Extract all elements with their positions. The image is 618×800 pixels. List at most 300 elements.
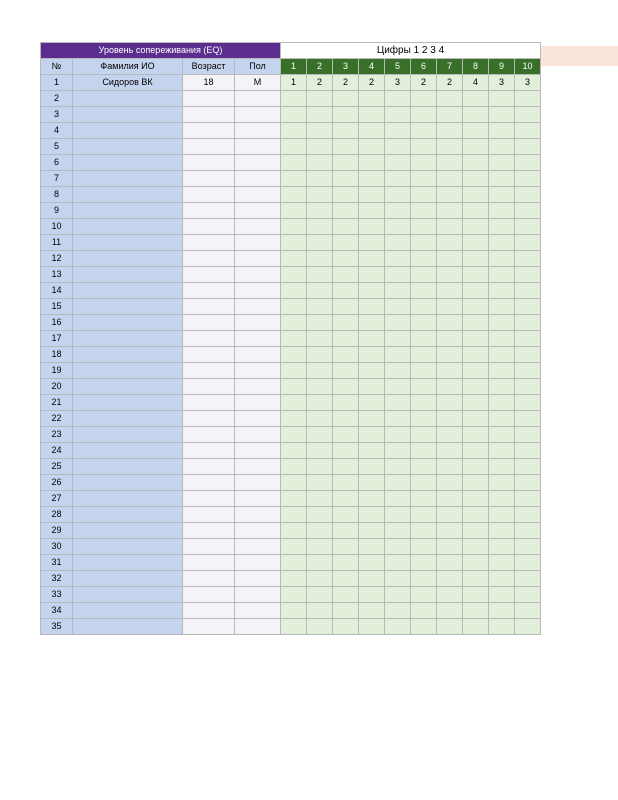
row-digit-cell-3[interactable] [333,475,359,491]
row-digit-cell-1[interactable] [281,427,307,443]
row-digit-cell-1[interactable] [281,171,307,187]
row-name-cell[interactable] [73,395,183,411]
row-digit-cell-3[interactable] [333,587,359,603]
row-digit-cell-6[interactable] [411,523,437,539]
row-digit-cell-5[interactable] [385,139,411,155]
row-digit-cell-2[interactable] [307,363,333,379]
row-digit-cell-3[interactable] [333,251,359,267]
row-digit-cell-10[interactable] [515,539,541,555]
row-age-cell[interactable] [183,363,235,379]
row-digit-cell-5[interactable] [385,347,411,363]
row-digit-cell-3[interactable] [333,91,359,107]
row-age-cell[interactable] [183,603,235,619]
row-digit-cell-9[interactable] [489,155,515,171]
row-sex-cell[interactable] [235,443,281,459]
row-name-cell[interactable]: Сидоров ВК [73,75,183,91]
row-digit-cell-4[interactable] [359,331,385,347]
row-digit-cell-4[interactable] [359,571,385,587]
row-digit-cell-2[interactable] [307,619,333,635]
row-age-cell[interactable] [183,315,235,331]
row-digit-cell-6[interactable] [411,475,437,491]
row-digit-cell-7[interactable] [437,491,463,507]
row-digit-cell-7[interactable] [437,315,463,331]
row-digit-cell-8[interactable]: 4 [463,75,489,91]
row-digit-cell-10[interactable] [515,363,541,379]
row-digit-cell-6[interactable] [411,443,437,459]
row-sex-cell[interactable] [235,507,281,523]
row-digit-cell-8[interactable] [463,395,489,411]
row-digit-cell-3[interactable] [333,139,359,155]
row-digit-cell-5[interactable] [385,571,411,587]
row-name-cell[interactable] [73,155,183,171]
row-digit-cell-5[interactable] [385,187,411,203]
row-digit-cell-6[interactable] [411,539,437,555]
row-digit-cell-8[interactable] [463,427,489,443]
row-digit-cell-1[interactable] [281,219,307,235]
row-digit-cell-2[interactable] [307,555,333,571]
row-digit-cell-6[interactable] [411,571,437,587]
row-digit-cell-10[interactable] [515,459,541,475]
row-digit-cell-1[interactable] [281,507,307,523]
row-digit-cell-8[interactable] [463,619,489,635]
row-digit-cell-4[interactable] [359,347,385,363]
row-digit-cell-2[interactable] [307,603,333,619]
row-digit-cell-6[interactable] [411,299,437,315]
row-digit-cell-3[interactable] [333,427,359,443]
row-age-cell[interactable] [183,571,235,587]
row-digit-cell-9[interactable] [489,315,515,331]
row-digit-cell-9[interactable] [489,555,515,571]
row-digit-cell-3[interactable] [333,267,359,283]
row-digit-cell-9[interactable] [489,235,515,251]
row-digit-cell-1[interactable] [281,283,307,299]
row-digit-cell-3[interactable] [333,219,359,235]
row-digit-cell-6[interactable] [411,203,437,219]
row-digit-cell-7[interactable] [437,347,463,363]
row-digit-cell-6[interactable] [411,395,437,411]
row-age-cell[interactable] [183,267,235,283]
row-sex-cell[interactable] [235,523,281,539]
row-digit-cell-1[interactable] [281,619,307,635]
row-digit-cell-3[interactable] [333,491,359,507]
row-digit-cell-1[interactable] [281,155,307,171]
row-digit-cell-7[interactable] [437,619,463,635]
row-digit-cell-1[interactable] [281,187,307,203]
row-digit-cell-3[interactable] [333,203,359,219]
row-name-cell[interactable] [73,555,183,571]
row-digit-cell-7[interactable] [437,523,463,539]
row-digit-cell-1[interactable] [281,251,307,267]
row-digit-cell-8[interactable] [463,347,489,363]
row-digit-cell-2[interactable] [307,491,333,507]
row-sex-cell[interactable] [235,379,281,395]
row-age-cell[interactable] [183,347,235,363]
row-sex-cell[interactable] [235,331,281,347]
row-digit-cell-2[interactable] [307,379,333,395]
row-digit-cell-3[interactable] [333,155,359,171]
row-digit-cell-7[interactable] [437,571,463,587]
row-digit-cell-6[interactable] [411,379,437,395]
row-sex-cell[interactable] [235,555,281,571]
row-digit-cell-2[interactable] [307,187,333,203]
row-digit-cell-4[interactable] [359,155,385,171]
row-digit-cell-5[interactable] [385,555,411,571]
row-age-cell[interactable] [183,587,235,603]
row-sex-cell[interactable] [235,251,281,267]
row-digit-cell-9[interactable] [489,539,515,555]
row-digit-cell-1[interactable] [281,603,307,619]
row-digit-cell-8[interactable] [463,555,489,571]
row-digit-cell-10[interactable] [515,331,541,347]
row-sex-cell[interactable] [235,187,281,203]
row-digit-cell-3[interactable] [333,107,359,123]
row-age-cell[interactable] [183,235,235,251]
row-digit-cell-10[interactable] [515,347,541,363]
row-digit-cell-3[interactable] [333,571,359,587]
row-sex-cell[interactable] [235,491,281,507]
row-digit-cell-5[interactable] [385,507,411,523]
row-sex-cell[interactable] [235,571,281,587]
row-digit-cell-7[interactable] [437,139,463,155]
row-digit-cell-1[interactable] [281,491,307,507]
row-digit-cell-8[interactable] [463,523,489,539]
row-name-cell[interactable] [73,315,183,331]
row-age-cell[interactable] [183,379,235,395]
row-digit-cell-9[interactable] [489,187,515,203]
row-digit-cell-8[interactable] [463,219,489,235]
row-digit-cell-6[interactable] [411,219,437,235]
row-digit-cell-5[interactable] [385,123,411,139]
row-age-cell[interactable] [183,459,235,475]
row-digit-cell-10[interactable] [515,587,541,603]
row-age-cell[interactable] [183,395,235,411]
row-digit-cell-4[interactable] [359,219,385,235]
row-digit-cell-3[interactable] [333,523,359,539]
row-digit-cell-5[interactable] [385,283,411,299]
row-name-cell[interactable] [73,571,183,587]
row-digit-cell-4[interactable] [359,507,385,523]
row-digit-cell-9[interactable] [489,507,515,523]
row-name-cell[interactable] [73,219,183,235]
row-digit-cell-1[interactable] [281,203,307,219]
row-digit-cell-8[interactable] [463,235,489,251]
row-digit-cell-2[interactable] [307,331,333,347]
row-digit-cell-8[interactable] [463,267,489,283]
row-digit-cell-8[interactable] [463,411,489,427]
row-digit-cell-7[interactable] [437,171,463,187]
row-digit-cell-8[interactable] [463,475,489,491]
row-digit-cell-4[interactable] [359,411,385,427]
row-digit-cell-9[interactable] [489,331,515,347]
row-digit-cell-6[interactable] [411,171,437,187]
row-digit-cell-7[interactable] [437,91,463,107]
row-digit-cell-10[interactable] [515,411,541,427]
row-digit-cell-3[interactable] [333,347,359,363]
row-digit-cell-1[interactable] [281,555,307,571]
row-digit-cell-5[interactable] [385,491,411,507]
row-digit-cell-8[interactable] [463,363,489,379]
row-digit-cell-7[interactable] [437,539,463,555]
row-digit-cell-1[interactable] [281,539,307,555]
row-sex-cell[interactable] [235,459,281,475]
row-digit-cell-1[interactable] [281,523,307,539]
row-digit-cell-2[interactable] [307,283,333,299]
row-name-cell[interactable] [73,539,183,555]
row-digit-cell-8[interactable] [463,187,489,203]
row-digit-cell-9[interactable] [489,283,515,299]
row-digit-cell-4[interactable] [359,491,385,507]
row-digit-cell-4[interactable] [359,187,385,203]
row-digit-cell-7[interactable] [437,443,463,459]
row-digit-cell-6[interactable] [411,331,437,347]
row-name-cell[interactable] [73,507,183,523]
row-digit-cell-1[interactable] [281,267,307,283]
row-digit-cell-5[interactable] [385,91,411,107]
row-digit-cell-2[interactable] [307,475,333,491]
row-digit-cell-10[interactable]: 3 [515,75,541,91]
row-digit-cell-5[interactable] [385,379,411,395]
row-age-cell[interactable] [183,555,235,571]
row-digit-cell-4[interactable] [359,139,385,155]
row-digit-cell-4[interactable] [359,203,385,219]
row-name-cell[interactable] [73,331,183,347]
row-digit-cell-9[interactable] [489,267,515,283]
row-age-cell[interactable] [183,171,235,187]
row-age-cell[interactable]: 18 [183,75,235,91]
row-sex-cell[interactable] [235,619,281,635]
row-digit-cell-5[interactable]: 3 [385,75,411,91]
row-digit-cell-6[interactable]: 2 [411,75,437,91]
row-digit-cell-8[interactable] [463,379,489,395]
row-digit-cell-2[interactable] [307,251,333,267]
row-digit-cell-1[interactable] [281,347,307,363]
row-digit-cell-6[interactable] [411,315,437,331]
row-digit-cell-3[interactable] [333,235,359,251]
row-digit-cell-8[interactable] [463,571,489,587]
row-digit-cell-5[interactable] [385,603,411,619]
row-digit-cell-5[interactable] [385,171,411,187]
row-age-cell[interactable] [183,219,235,235]
row-digit-cell-1[interactable] [281,459,307,475]
row-digit-cell-8[interactable] [463,603,489,619]
row-digit-cell-3[interactable] [333,539,359,555]
row-name-cell[interactable] [73,267,183,283]
row-age-cell[interactable] [183,539,235,555]
row-digit-cell-4[interactable] [359,619,385,635]
row-digit-cell-9[interactable] [489,139,515,155]
row-digit-cell-9[interactable] [489,491,515,507]
row-digit-cell-5[interactable] [385,155,411,171]
row-digit-cell-2[interactable] [307,459,333,475]
row-digit-cell-7[interactable] [437,587,463,603]
row-digit-cell-6[interactable] [411,363,437,379]
row-digit-cell-1[interactable] [281,571,307,587]
row-sex-cell[interactable] [235,315,281,331]
row-sex-cell[interactable] [235,427,281,443]
row-sex-cell[interactable] [235,123,281,139]
row-digit-cell-5[interactable] [385,459,411,475]
row-digit-cell-1[interactable] [281,299,307,315]
row-digit-cell-4[interactable] [359,363,385,379]
row-digit-cell-1[interactable] [281,331,307,347]
row-digit-cell-7[interactable] [437,123,463,139]
row-digit-cell-7[interactable] [437,267,463,283]
row-name-cell[interactable] [73,427,183,443]
row-digit-cell-4[interactable] [359,395,385,411]
row-digit-cell-6[interactable] [411,507,437,523]
row-digit-cell-7[interactable] [437,331,463,347]
row-digit-cell-8[interactable] [463,251,489,267]
row-digit-cell-10[interactable] [515,443,541,459]
row-digit-cell-5[interactable] [385,299,411,315]
row-digit-cell-4[interactable] [359,123,385,139]
row-digit-cell-8[interactable] [463,331,489,347]
row-digit-cell-2[interactable] [307,299,333,315]
row-name-cell[interactable] [73,187,183,203]
row-digit-cell-7[interactable] [437,427,463,443]
row-digit-cell-6[interactable] [411,107,437,123]
row-digit-cell-9[interactable] [489,523,515,539]
row-digit-cell-5[interactable] [385,443,411,459]
row-name-cell[interactable] [73,203,183,219]
row-digit-cell-3[interactable] [333,123,359,139]
row-digit-cell-6[interactable] [411,555,437,571]
row-digit-cell-1[interactable] [281,475,307,491]
row-digit-cell-10[interactable] [515,491,541,507]
row-sex-cell[interactable] [235,411,281,427]
row-digit-cell-9[interactable] [489,411,515,427]
row-digit-cell-7[interactable] [437,219,463,235]
row-digit-cell-6[interactable] [411,91,437,107]
row-name-cell[interactable] [73,123,183,139]
row-digit-cell-7[interactable]: 2 [437,75,463,91]
row-digit-cell-2[interactable] [307,507,333,523]
row-digit-cell-4[interactable] [359,91,385,107]
row-digit-cell-9[interactable] [489,299,515,315]
row-digit-cell-7[interactable] [437,603,463,619]
row-sex-cell[interactable] [235,219,281,235]
row-digit-cell-5[interactable] [385,523,411,539]
row-digit-cell-10[interactable] [515,395,541,411]
row-digit-cell-4[interactable] [359,283,385,299]
row-digit-cell-9[interactable] [489,91,515,107]
row-digit-cell-4[interactable]: 2 [359,75,385,91]
row-digit-cell-10[interactable] [515,203,541,219]
row-digit-cell-5[interactable] [385,315,411,331]
row-digit-cell-5[interactable] [385,267,411,283]
row-digit-cell-8[interactable] [463,587,489,603]
row-digit-cell-2[interactable] [307,395,333,411]
row-digit-cell-10[interactable] [515,171,541,187]
row-age-cell[interactable] [183,187,235,203]
row-digit-cell-1[interactable] [281,363,307,379]
row-digit-cell-1[interactable] [281,411,307,427]
row-digit-cell-9[interactable] [489,363,515,379]
row-name-cell[interactable] [73,299,183,315]
row-name-cell[interactable] [73,139,183,155]
row-digit-cell-6[interactable] [411,251,437,267]
row-digit-cell-6[interactable] [411,283,437,299]
row-digit-cell-5[interactable] [385,427,411,443]
row-digit-cell-8[interactable] [463,539,489,555]
row-digit-cell-4[interactable] [359,299,385,315]
row-sex-cell[interactable] [235,155,281,171]
row-digit-cell-10[interactable] [515,523,541,539]
row-name-cell[interactable] [73,283,183,299]
row-age-cell[interactable] [183,523,235,539]
row-digit-cell-10[interactable] [515,155,541,171]
row-sex-cell[interactable] [235,283,281,299]
row-digit-cell-10[interactable] [515,107,541,123]
row-digit-cell-2[interactable] [307,91,333,107]
row-name-cell[interactable] [73,459,183,475]
row-age-cell[interactable] [183,283,235,299]
row-sex-cell[interactable] [235,475,281,491]
row-digit-cell-5[interactable] [385,619,411,635]
row-digit-cell-3[interactable] [333,443,359,459]
row-digit-cell-3[interactable] [333,187,359,203]
row-digit-cell-9[interactable] [489,427,515,443]
row-age-cell[interactable] [183,331,235,347]
row-name-cell[interactable] [73,603,183,619]
row-digit-cell-9[interactable] [489,347,515,363]
row-digit-cell-7[interactable] [437,251,463,267]
row-digit-cell-3[interactable] [333,299,359,315]
row-digit-cell-7[interactable] [437,555,463,571]
row-digit-cell-4[interactable] [359,603,385,619]
row-digit-cell-10[interactable] [515,379,541,395]
row-digit-cell-4[interactable] [359,379,385,395]
row-age-cell[interactable] [183,475,235,491]
row-digit-cell-1[interactable] [281,235,307,251]
row-digit-cell-4[interactable] [359,315,385,331]
row-digit-cell-10[interactable] [515,475,541,491]
row-age-cell[interactable] [183,107,235,123]
row-digit-cell-4[interactable] [359,427,385,443]
row-digit-cell-8[interactable] [463,203,489,219]
row-age-cell[interactable] [183,91,235,107]
row-digit-cell-3[interactable] [333,331,359,347]
row-age-cell[interactable] [183,507,235,523]
row-digit-cell-5[interactable] [385,219,411,235]
row-name-cell[interactable] [73,411,183,427]
row-sex-cell[interactable] [235,107,281,123]
row-digit-cell-3[interactable]: 2 [333,75,359,91]
row-digit-cell-3[interactable] [333,171,359,187]
row-digit-cell-10[interactable] [515,571,541,587]
row-digit-cell-7[interactable] [437,299,463,315]
row-age-cell[interactable] [183,619,235,635]
row-digit-cell-2[interactable] [307,219,333,235]
row-digit-cell-7[interactable] [437,475,463,491]
row-digit-cell-7[interactable] [437,187,463,203]
row-sex-cell[interactable] [235,603,281,619]
row-digit-cell-9[interactable] [489,395,515,411]
row-digit-cell-9[interactable] [489,587,515,603]
row-digit-cell-9[interactable] [489,603,515,619]
row-age-cell[interactable] [183,123,235,139]
row-digit-cell-5[interactable] [385,587,411,603]
row-digit-cell-2[interactable] [307,235,333,251]
row-digit-cell-5[interactable] [385,331,411,347]
row-digit-cell-7[interactable] [437,379,463,395]
row-digit-cell-2[interactable] [307,155,333,171]
row-digit-cell-7[interactable] [437,155,463,171]
row-digit-cell-9[interactable] [489,107,515,123]
row-digit-cell-10[interactable] [515,139,541,155]
row-sex-cell[interactable] [235,299,281,315]
row-digit-cell-2[interactable] [307,539,333,555]
